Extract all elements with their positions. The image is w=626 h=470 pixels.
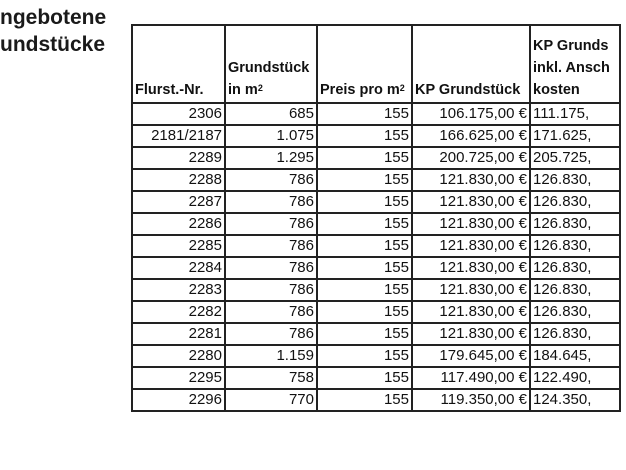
cell-grundstueck-m2: 1.159: [225, 345, 317, 367]
cell-flurst-nr: 2295: [132, 367, 225, 389]
cell-grundstueck-m2: 786: [225, 191, 317, 213]
cell-kp-grundstueck: 121.830,00 €: [412, 301, 530, 323]
table-row: [132, 125, 620, 147]
cell-grundstueck-m2: 786: [225, 235, 317, 257]
cell-grundstueck-m2: 786: [225, 323, 317, 345]
table-row: [132, 191, 620, 213]
cell-kp-grundstueck: 121.830,00 €: [412, 191, 530, 213]
cell-flurst-nr: 2283: [132, 279, 225, 301]
cell-kp-inkl-anschluss: 184.645,: [530, 345, 620, 367]
cell-flurst-nr: 2288: [132, 169, 225, 191]
header-kp-inkl-anschluss: KP Grunds inkl. Ansch kosten: [530, 25, 620, 103]
cell-grundstueck-m2: 786: [225, 279, 317, 301]
table-row: [132, 103, 620, 125]
cell-kp-inkl-anschluss: 124.350,: [530, 389, 620, 411]
cell-kp-inkl-anschluss: 122.490,: [530, 367, 620, 389]
table-row: [132, 235, 620, 257]
cell-flurst-nr: 2296: [132, 389, 225, 411]
cell-flurst-nr: 2181/2187: [132, 125, 225, 147]
cell-preis-pro-m2: 155: [317, 367, 412, 389]
cell-flurst-nr: 2286: [132, 213, 225, 235]
cell-kp-grundstueck: 121.830,00 €: [412, 235, 530, 257]
plots-table: [131, 24, 621, 412]
table-row: [132, 257, 620, 279]
cell-grundstueck-m2: 786: [225, 257, 317, 279]
cell-kp-grundstueck: 121.830,00 €: [412, 213, 530, 235]
cell-grundstueck-m2: 1.075: [225, 125, 317, 147]
cell-preis-pro-m2: 155: [317, 389, 412, 411]
cell-flurst-nr: 2285: [132, 235, 225, 257]
cell-grundstueck-m2: 786: [225, 169, 317, 191]
header-kp-grundstueck: KP Grundstück: [412, 25, 530, 103]
cell-kp-inkl-anschluss: 126.830,: [530, 213, 620, 235]
cell-grundstueck-m2: 758: [225, 367, 317, 389]
table-row: [132, 367, 620, 389]
cell-kp-grundstueck: 121.830,00 €: [412, 323, 530, 345]
cell-preis-pro-m2: 155: [317, 279, 412, 301]
table-row: [132, 169, 620, 191]
cell-kp-grundstueck: 119.350,00 €: [412, 389, 530, 411]
cell-kp-inkl-anschluss: 205.725,: [530, 147, 620, 169]
table-row: [132, 279, 620, 301]
title-line-1: ngebotene: [0, 6, 107, 29]
table-row: [132, 147, 620, 169]
cell-kp-grundstueck: 117.490,00 €: [412, 367, 530, 389]
table-row: [132, 345, 620, 367]
cell-flurst-nr: 2306: [132, 103, 225, 125]
title-line-2: undstücke: [0, 33, 106, 56]
cell-preis-pro-m2: 155: [317, 235, 412, 257]
cell-preis-pro-m2: 155: [317, 125, 412, 147]
cell-preis-pro-m2: 155: [317, 323, 412, 345]
header-row: [132, 25, 620, 103]
header-preis-pro-m2: Preis pro $m^2$: [317, 25, 412, 103]
cell-grundstueck-m2: 786: [225, 213, 317, 235]
cell-preis-pro-m2: 155: [317, 103, 412, 125]
header-grundstueck-m2: Grundstück in $m^2$: [225, 25, 317, 103]
cell-grundstueck-m2: 770: [225, 389, 317, 411]
cell-kp-inkl-anschluss: 126.830,: [530, 301, 620, 323]
cell-grundstueck-m2: 786: [225, 301, 317, 323]
cell-flurst-nr: 2287: [132, 191, 225, 213]
cell-kp-grundstueck: 121.830,00 €: [412, 169, 530, 191]
table-row: [132, 323, 620, 345]
cell-flurst-nr: 2280: [132, 345, 225, 367]
cell-preis-pro-m2: 155: [317, 169, 412, 191]
cell-preis-pro-m2: 155: [317, 147, 412, 169]
cell-kp-inkl-anschluss: 126.830,: [530, 191, 620, 213]
cell-kp-inkl-anschluss: 126.830,: [530, 169, 620, 191]
cell-kp-inkl-anschluss: 126.830,: [530, 257, 620, 279]
cell-grundstueck-m2: 1.295: [225, 147, 317, 169]
cell-kp-grundstueck: 179.645,00 €: [412, 345, 530, 367]
cell-kp-inkl-anschluss: 126.830,: [530, 235, 620, 257]
cell-grundstueck-m2: 685: [225, 103, 317, 125]
cell-kp-grundstueck: 121.830,00 €: [412, 257, 530, 279]
header-flurst-nr: Flurst.-Nr.: [132, 25, 225, 103]
cell-preis-pro-m2: 155: [317, 345, 412, 367]
table-row: [132, 389, 620, 411]
cell-flurst-nr: 2282: [132, 301, 225, 323]
cell-flurst-nr: 2284: [132, 257, 225, 279]
cell-preis-pro-m2: 155: [317, 301, 412, 323]
table-row: [132, 213, 620, 235]
cell-flurst-nr: 2289: [132, 147, 225, 169]
cell-kp-inkl-anschluss: 126.830,: [530, 279, 620, 301]
cell-preis-pro-m2: 155: [317, 213, 412, 235]
cell-kp-grundstueck: 200.725,00 €: [412, 147, 530, 169]
cell-preis-pro-m2: 155: [317, 257, 412, 279]
cell-kp-inkl-anschluss: 171.625,: [530, 125, 620, 147]
cell-flurst-nr: 2281: [132, 323, 225, 345]
table-row: [132, 301, 620, 323]
cell-preis-pro-m2: 155: [317, 191, 412, 213]
cell-kp-inkl-anschluss: 111.175,: [530, 103, 620, 125]
cell-kp-grundstueck: 106.175,00 €: [412, 103, 530, 125]
cell-kp-grundstueck: 166.625,00 €: [412, 125, 530, 147]
cell-kp-inkl-anschluss: 126.830,: [530, 323, 620, 345]
cell-kp-grundstueck: 121.830,00 €: [412, 279, 530, 301]
page-title: [0, 4, 106, 58]
